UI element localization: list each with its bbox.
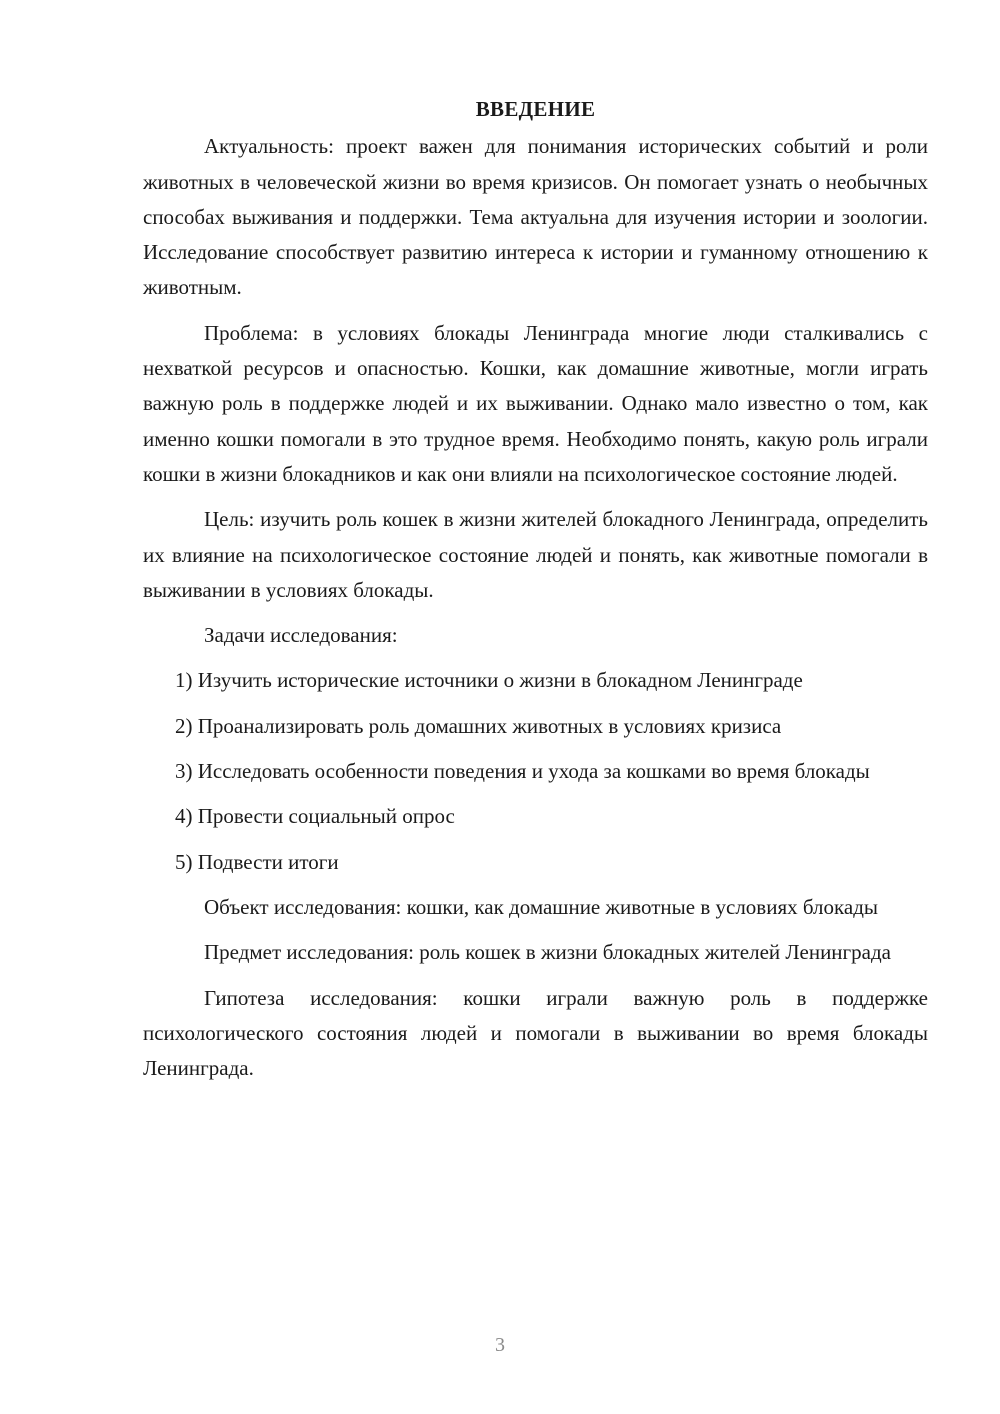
section-title: ВВЕДЕНИЕ: [475, 97, 596, 121]
page-content: [143, 92, 928, 1096]
problem-paragraph: Проблема: в условиях блокады Ленинграда многие люди сталкивались с нехваткой ресурсов и опасностью. Кошки, как домашние животные, могли играть важную роль в поддержке людей и их выживании. Однако мало известно о том, как именно кошки помогали в это трудное время. Необходимо понять, какую роль играли кошки в жизни блокадников и как они влияли на психологическое состояние людей.: [143, 320, 928, 486]
task-item-2: 2) Проанализировать роль домашних животных в условиях кризиса: [175, 713, 782, 738]
task-item-1: 1) Изучить исторические источники о жизни в блокадном Ленинграде: [175, 668, 803, 693]
page-number: 3: [495, 1334, 505, 1356]
tasks-heading: Задачи исследования:: [204, 623, 398, 648]
task-item-5: 5) Подвести итоги: [175, 849, 339, 874]
subject-paragraph: Предмет исследования: роль кошек в жизни блокадных жителей Ленинграда: [204, 940, 891, 965]
hypothesis-paragraph: Гипотеза исследования: кошки играли важную роль в поддержке психологического состояния людей и помогали в выживании во время блокады Ленинграда.: [143, 985, 928, 1081]
relevance-paragraph: Актуальность: проект важен для понимания исторических событий и роли животных в человеческой жизни во время кризисов. Он помогает узнать о необычных способах выживания и поддержки. Тема актуальна для изучения истории и зоологии. Исследование способствует развитию интереса к истории и гуманному отношению к животным.: [143, 134, 928, 300]
goal-paragraph: Цель: изучить роль кошек в жизни жителей блокадного Ленинграда, определить их влияние на психологическое состояние людей и понять, как животные помогали в выживании в условиях блокады.: [143, 507, 928, 602]
object-paragraph: Объект исследования: кошки, как домашние животные в условиях блокады: [204, 894, 879, 919]
task-item-4: 4) Провести социальный опрос: [175, 804, 455, 829]
task-item-3: 3) Исследовать особенности поведения и ухода за кошками во время блокады: [175, 759, 870, 784]
